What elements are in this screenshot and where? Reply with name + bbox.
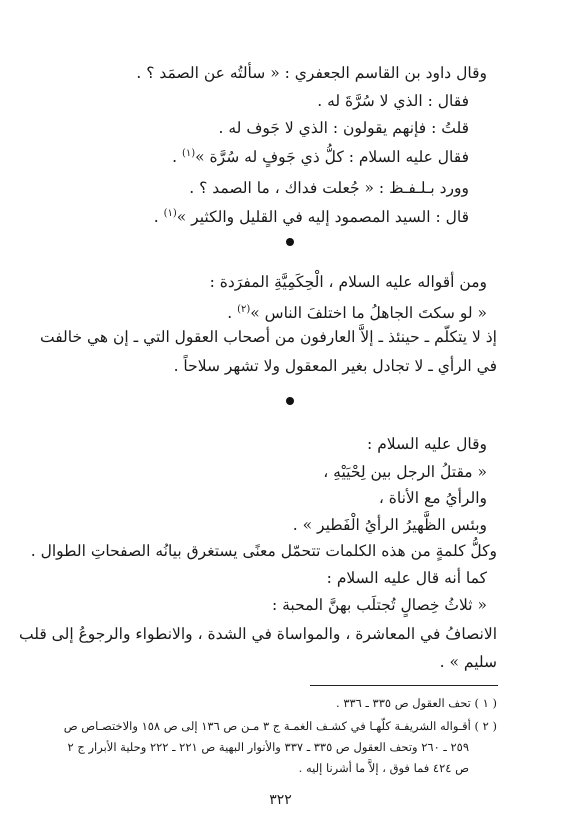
text-span: فقال عليه السلام : كلُّ ذي جَوفٍ له سُرَّة » xyxy=(195,148,469,167)
text-line: والرأيُ مع الأناة ، xyxy=(378,489,487,507)
text-line: سليم » . xyxy=(439,653,497,671)
footnote-text: تحف العقول ص ٣٣٥ ـ ٣٣٦ . xyxy=(336,696,471,710)
footnote-2 xyxy=(56,717,497,736)
footnote-1 xyxy=(56,694,497,713)
text-line: « ثلاثُ خِصالٍ تُجتلَب بهنَّ المحبة : xyxy=(271,596,487,614)
footnote-ref: (١) xyxy=(163,208,177,219)
footnote-separator xyxy=(310,685,498,686)
text-line: وقال عليه السلام : xyxy=(367,435,487,453)
text-line xyxy=(56,143,469,168)
footnote-number: ( ١ ) xyxy=(474,696,497,710)
text-span: . xyxy=(227,304,238,323)
section-separator-dot xyxy=(286,397,294,405)
footnote-ref: (١) xyxy=(181,148,196,159)
text-line: كما أنه قال عليه السلام : xyxy=(326,569,487,587)
text-span: . xyxy=(172,148,182,167)
footnote-ref: (٢) xyxy=(237,304,251,315)
text-line: الانصافُ في المعاشرة ، والمواساة في الشدة ، والانطواء والرجوعُ إلى قلب xyxy=(18,625,497,643)
footnote-text: أقـواله الشريفـة كلّهـا في كشـف الغمـة ج ٣ مـن ص ١٣٦ إلى ص ١٥٨ والاختصـاص ص xyxy=(63,719,471,733)
footnote-2-line: ٢٥٩ ـ ٢٦٠ وتحف العقول ص ٣٣٥ ـ ٣٣٧ والأنوار البهية ص ٢٢١ ـ ٢٢٢ وحلية الأبرار ج ٢ xyxy=(67,740,469,754)
text-line: قلتُ : فإنهم يقولون : الذي لا جَوف له . xyxy=(218,119,469,137)
text-line: « مقتلُ الرجل بين لِحْيَيْهِ ، xyxy=(323,463,487,481)
text-line: إذ لا يتكلّم ـ حينئذ ـ إلاَّ العارفون من أصحاب العقول التي ـ إن هي خالفت xyxy=(40,328,497,346)
text-span: قال : السيد المصمود إليه في القليل والكثير » xyxy=(176,208,469,227)
footnote-number: ( ٢ ) xyxy=(474,719,497,733)
text-line xyxy=(56,299,487,324)
text-line: في الرأي ـ لا تجادل بغير المعقول ولا تشهر سلاحاً . xyxy=(173,357,497,375)
text-line: وقال داود بن القاسم الجعفري : « سألتُه عن الصمَد ؟ . xyxy=(136,64,487,82)
text-line: ومن أقواله عليه السلام ، الْحِكَمِيَّةِ المفرَدة : xyxy=(209,273,487,291)
page-number: ٣٢٢ xyxy=(269,792,292,808)
text-span: . xyxy=(153,208,164,227)
text-line xyxy=(56,203,469,228)
text-line: فقال : الذي لا سُرَّةَ له . xyxy=(317,92,469,110)
text-line: وورد بـلـفـظ : « جُعلت فداك ، ما الصمد ؟ . xyxy=(189,179,469,197)
footnote-2-line: ص ٤٢٤ فما فوق ، إلاَّ ما أشرنا إليه . xyxy=(298,761,469,775)
text-line: وكلُّ كلمةٍ من هذه الكلمات تتحمّل معنًى يستغرق بيانُه الصفحاتِ الطوال . xyxy=(30,542,497,560)
text-span: « لو سكتَ الجاهلُ ما اختلفَ الناس » xyxy=(250,304,487,323)
section-separator-dot xyxy=(286,238,294,246)
text-line: وبئس الظَّهيرُ الرأيُ الْفَطير » . xyxy=(292,516,487,534)
